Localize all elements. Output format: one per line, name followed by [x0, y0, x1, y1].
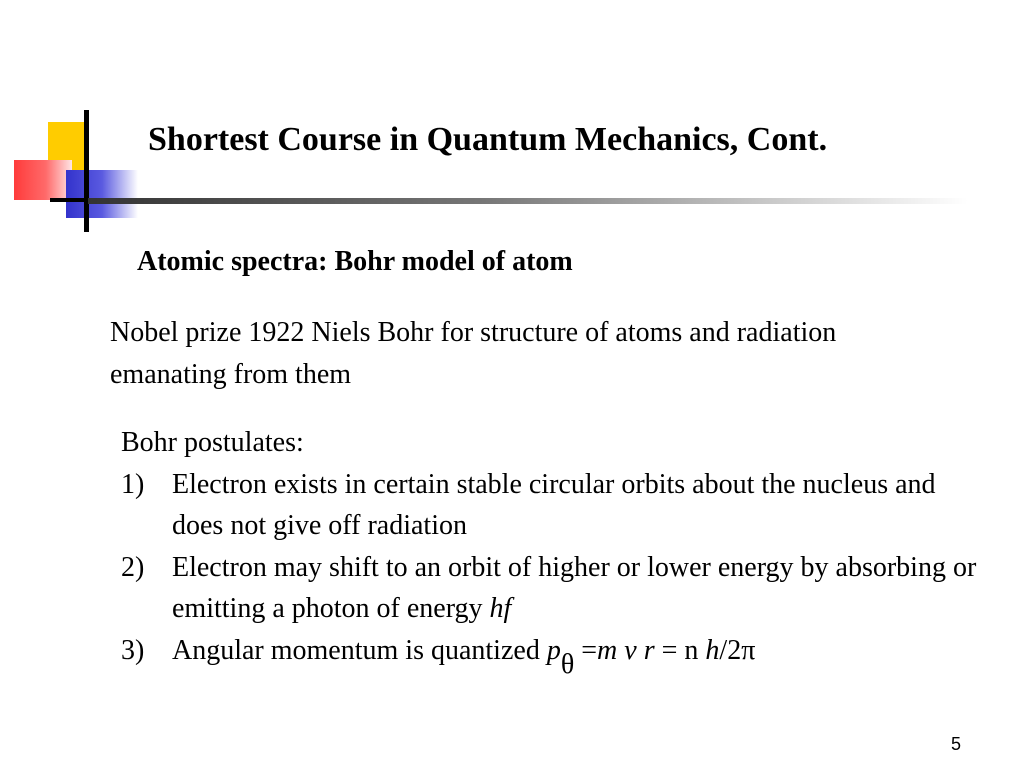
equation-two-pi: /2π	[719, 634, 756, 666]
postulates-section	[121, 422, 981, 680]
slide-subtitle: Atomic spectra: Bohr model of atom	[137, 246, 573, 277]
intro-paragraph: Nobel prize 1922 Niels Bohr for structure of atoms and radiation emanating from them	[110, 317, 837, 390]
slide-title: Shortest Course in Quantum Mechanics, Cont.	[148, 121, 828, 158]
slide-decoration-logo	[0, 100, 160, 240]
postulate-number: 1)	[121, 468, 145, 500]
energy-symbol-hf: hf	[489, 593, 512, 624]
postulate-number: 2)	[121, 551, 145, 583]
postulate-text: Electron exists in certain stable circular orbits about the nucleus and does not give off radiation	[172, 468, 936, 541]
equation-m: m	[597, 634, 618, 666]
equation-equals: =	[661, 634, 678, 666]
postulate-text: Angular momentum is quantized	[172, 634, 547, 666]
equation-p: p	[546, 634, 561, 666]
red-square-decoration	[14, 160, 72, 200]
postulates-heading: Bohr postulates:	[121, 427, 304, 458]
postulate-text: Electron may shift to an orbit of higher or lower energy by absorbing or emitting a photon of energy	[172, 551, 977, 624]
vertical-line-decoration	[84, 110, 89, 232]
page-number: 5	[951, 734, 962, 754]
equation-h: h	[705, 634, 720, 666]
title-underline-rule	[88, 198, 968, 204]
angular-momentum-equation	[547, 635, 756, 680]
postulate-item	[121, 630, 981, 680]
equation-n: n	[684, 634, 699, 666]
equation-equals: =	[581, 634, 598, 666]
equation-theta-subscript: θ	[560, 648, 575, 680]
equation-r: r	[643, 634, 655, 666]
blue-square-decoration	[66, 170, 138, 218]
horizontal-line-decoration	[50, 198, 90, 202]
postulates-list	[121, 464, 981, 680]
postulate-number: 3)	[121, 634, 145, 666]
postulate-item	[121, 547, 981, 630]
equation-v: v	[624, 634, 637, 666]
postulate-item	[121, 464, 981, 547]
